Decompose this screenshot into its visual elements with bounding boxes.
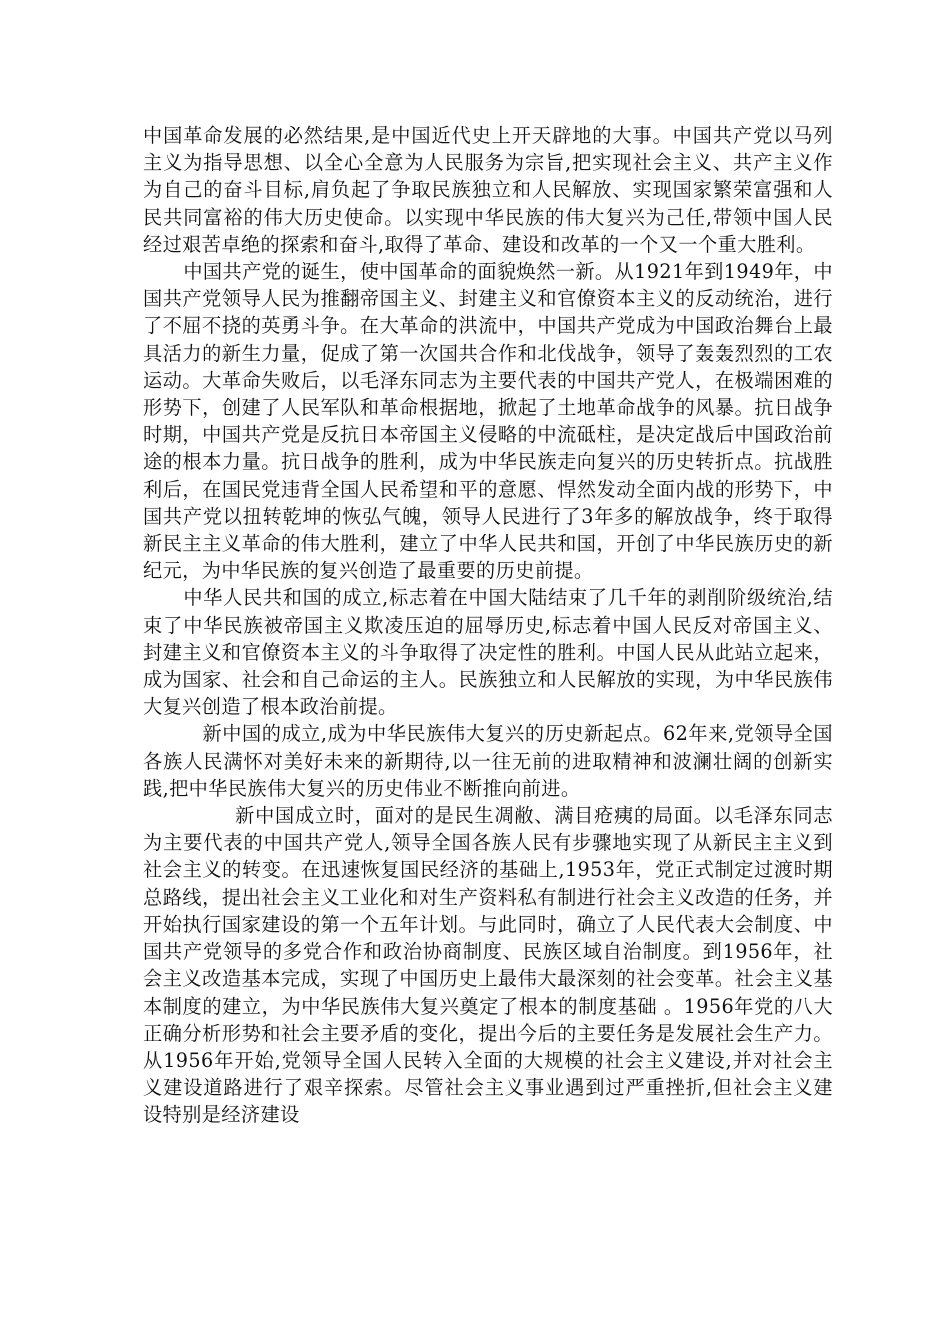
- paragraph-4: 新中国的成立,成为中华民族伟大复兴的历史新起点。62年来,党领导全国各族人民满怀对美好未来的新期待,以一往无前的进取精神和波澜壮阔的创新实践,把中华民族伟大复兴的历史伟业不断推向前进。: [143, 722, 833, 800]
- paragraph-1: 中国革命发展的必然结果,是中国近代史上开天辟地的大事。中国共产党以马列主义为指导思想、以全心全意为人民服务为宗旨,把实现社会主义、共产主义作为自己的奋斗目标,肩负起了争取民族独立和人民解放、实现国家繁荣富强和人民共同富裕的伟大历史使命。以实现中华民族的伟大复兴为己任,带领中国人民经过艰苦卓绝的探索和奋斗,取得了革命、建设和改革的一个又一个重大胜利。: [143, 124, 833, 256]
- paragraph-3: 中华人民共和国的成立,标志着在中国大陆结束了几千年的剥削阶级统治,结束了中华民族被帝国主义欺凌压迫的屈辱历史,标志着中国人民反对帝国主义、封建主义和官僚资本主义的斗争取得了决定性的胜利。中国人民从此站立起来，成为国家、社会和自己命运的主人。民族独立和人民解放的实现，为中华民族伟大复兴创造了根本政治前提。: [143, 586, 833, 719]
- paragraph-5: 新中国成立时，面对的是民生凋敝、满目疮痍的局面。以毛泽东同志为主要代表的中国共产党人,领导全国各族人民有步骤地实现了从新民主主义到社会主义的转变。在迅速恢复国民经济的基础上,1953年，党正式制定过渡时期总路线，提出社会主义工业化和对生产资料私有制进行社会主义改造的任务，并开始执行国家建设的第一个五年计划。与此同时，确立了人民代表大会制度、中国共产党领导的多党合作和政治协商制度、民族区域自治制度。到1956年，社会主义改造基本完成，实现了中国历史上最伟大最深刻的社会变革。社会主义基本制度的建立，为中华民族伟大复兴奠定了根本的制度基础 。1956年党的八大正确分析形势和社会主要矛盾的变化，提出今后的主要任务是发展社会生产力。从1956年开始,党领导全国人民转入全面的大规模的社会主义建设,并对社会主义建设道路进行了艰辛探索。尽管社会主义事业遇到过严重挫折,但社会主义建设特别是经济建设: [143, 804, 833, 1127]
- paragraph-2: 中国共产党的诞生，使中国革命的面貌焕然一新。从1921年到1949年，中国共产党领导人民为推翻帝国主义、封建主义和官僚资本主义的反动统治，进行了不屈不挠的英勇斗争。在大革命的洪流中，中国共产党成为中国政治舞台上最具活力的新生力量，促成了第一次国共合作和北伐战争，领导了轰轰烈烈的工农运动。大革命失败后，以毛泽东同志为主要代表的中国共产党人，在极端困难的形势下，创建了人民军队和革命根据地，掀起了土地革命战争的风暴。抗日战争时期，中国共产党是反抗日本帝国主义侵略的中流砥柱，是决定战后中国政治前途的根本力量。抗日战争的胜利，成为中华民族走向复兴的历史转折点。抗战胜利后，在国民党违背全国人民希望和平的意愿、悍然发动全面内战的形势下，中国共产党以扭转乾坤的恢弘气魄，领导人民进行了3年多的解放战争，终于取得新民主主义革命的伟大胜利，建立了中华人民共和国，开创了中华民族历史的新纪元，为中华民族的复兴创造了最重要的历史前提。: [143, 260, 833, 583]
- document-body: [143, 122, 833, 1129]
